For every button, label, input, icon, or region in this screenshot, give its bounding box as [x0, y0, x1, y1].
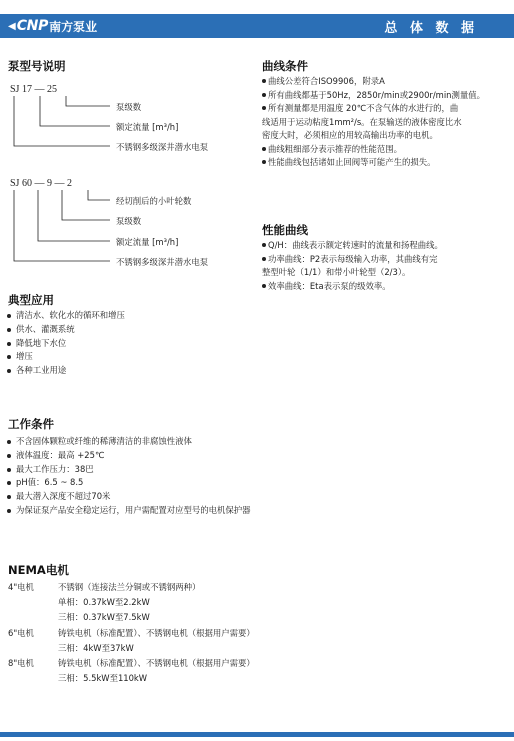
- bullet-icon: [7, 369, 11, 373]
- curve-conditions-text: [262, 75, 485, 170]
- paragraph-line: 曲线公差符合ISO9906，附录A: [262, 75, 485, 89]
- bullet-icon: [7, 454, 11, 458]
- list-item: 清洁水、软化水的循环和增压: [6, 309, 125, 323]
- typical-use-list: [6, 309, 125, 378]
- bullet-icon: [7, 481, 11, 485]
- bullet-icon: [262, 243, 266, 247]
- model-label-pump: 不锈钢多级深井潜水电泵: [116, 142, 209, 152]
- bullet-icon: [262, 79, 266, 83]
- logo-arrow-icon: ◀: [8, 20, 16, 32]
- bullet-icon: [7, 495, 11, 499]
- working-conditions-list: [6, 435, 251, 518]
- model-label-flow-2: 额定流量 [m³/h]: [116, 237, 179, 247]
- paragraph-line: 线适用于运动粘度1mm²/s。在泵输送的液体密度比水: [262, 116, 462, 127]
- model-label-stages: 泵级数: [116, 102, 142, 112]
- paragraph-line: 性能曲线包括诸如止回阀等可能产生的损失。: [262, 156, 485, 170]
- typical-use-title: 典型应用: [8, 293, 54, 307]
- list-item: 增压: [6, 350, 125, 364]
- bullet-icon: [7, 440, 11, 444]
- bullet-icon: [7, 314, 11, 318]
- performance-curves-title: 性能曲线: [262, 223, 308, 237]
- model-label-flow: 额定流量 [m³/h]: [116, 122, 179, 132]
- model-label-stages-2: 泵级数: [116, 216, 142, 226]
- list-item: 为保证泵产品安全稳定运行，用户需配置对应型号的电机保护器: [6, 504, 251, 518]
- model-label-pump-2: 不锈钢多级深井潜水电泵: [116, 257, 209, 267]
- bullet-icon: [7, 328, 11, 332]
- logo-brand-cn: 南方泵业: [49, 19, 98, 34]
- bullet-icon: [7, 468, 11, 472]
- bullet-icon: [7, 509, 11, 513]
- paragraph-line: 曲线粗细部分表示推荐的性能范围。: [262, 143, 485, 157]
- bullet-icon: [7, 355, 11, 359]
- nema-title: NEMA电机: [8, 563, 69, 577]
- list-item: 最大潜入深度不超过70米: [6, 490, 251, 504]
- paragraph-line: 所有测量都是用温度 20℃不含气体的水进行的，曲: [262, 102, 485, 116]
- bullet-icon: [262, 160, 266, 164]
- list-item: 降低地下水位: [6, 337, 125, 351]
- list-item: 供水、灌溉系统: [6, 323, 125, 337]
- logo-brand-text: CNP: [16, 18, 49, 34]
- page-title: 总 体 数 据: [384, 21, 478, 36]
- working-conditions-title: 工作条件: [8, 417, 54, 431]
- paragraph-line: 所有曲线都基于50Hz，2850r/min或2900r/min测量值。: [262, 89, 485, 103]
- curve-conditions-title: 曲线条件: [262, 59, 308, 73]
- paragraph-line: 密度大时，必须相应的用较高输出功率的电机。: [262, 130, 438, 140]
- bullet-icon: [262, 284, 266, 288]
- list-item: 液体温度：最高 +25℃: [6, 449, 251, 463]
- footer-bar: [0, 732, 514, 737]
- model-code-1: SJ 17 — 25: [10, 84, 57, 95]
- performance-curves-text: [262, 239, 443, 293]
- list-item: 不含固体颗粒或纤维的稀薄清洁的非腐蚀性液体: [6, 435, 251, 449]
- paragraph-line: Q/H：曲线表示额定转速时的流量和扬程曲线。: [262, 239, 443, 253]
- bullet-icon: [7, 342, 11, 346]
- paragraph-line: 整型叶轮（1/1）和带小叶轮型（2/3）。: [262, 267, 411, 277]
- list-item: 最大工作压力：38巴: [6, 463, 251, 477]
- model-explain-title: 泵型号说明: [8, 59, 66, 73]
- model-label-impeller: 经切削后的小叶轮数: [116, 196, 192, 206]
- bullet-icon: [262, 106, 266, 110]
- model-code-2: SJ 60 — 9 — 2: [10, 178, 72, 189]
- bullet-icon: [262, 147, 266, 151]
- paragraph-line: 功率曲线：P2表示每级输入功率，其曲线有完: [262, 253, 443, 267]
- list-item: pH值：6.5 ~ 8.5: [6, 476, 251, 490]
- bullet-icon: [262, 257, 266, 261]
- paragraph-line: 效率曲线：Eta表示泵的级效率。: [262, 280, 443, 294]
- list-item: 各种工业用途: [6, 364, 125, 378]
- bullet-icon: [262, 93, 266, 97]
